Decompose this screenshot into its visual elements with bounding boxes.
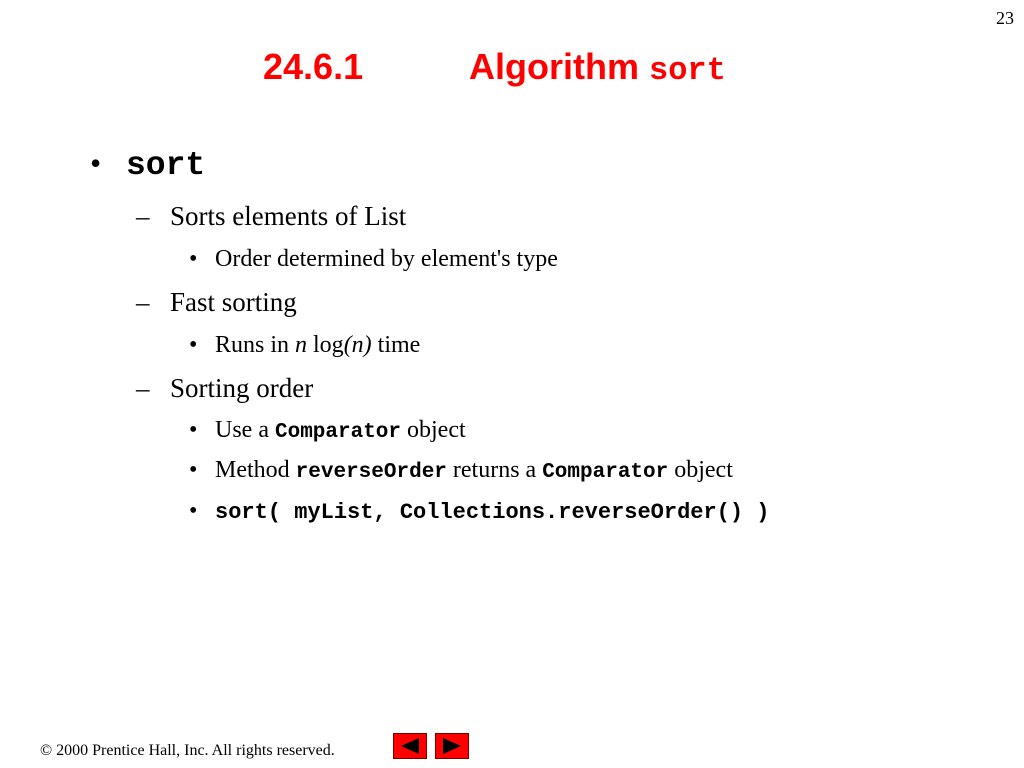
title-text — [469, 46, 726, 89]
sub-item-text: Sorting order — [170, 373, 314, 403]
sub-item-text: Sorts elements of List — [170, 201, 407, 231]
use-a-pre: Use a — [215, 417, 275, 443]
method-post: object — [668, 457, 733, 483]
page-number: 23 — [996, 8, 1014, 28]
sub-item-text: Fast sorting — [170, 287, 297, 317]
sub-item-sorting-order — [136, 373, 313, 404]
runs-in-paren: (n) — [343, 332, 372, 358]
triangle-right-icon — [436, 734, 468, 758]
dash-marker: – — [136, 201, 150, 231]
sub-item-fast-sorting — [136, 287, 297, 318]
slide-title — [0, 46, 1024, 96]
comparator-code-2: Comparator — [542, 461, 669, 484]
bullet-marker: • — [189, 332, 198, 358]
sub-sub-item-order — [189, 246, 558, 273]
comparator-code: Comparator — [274, 421, 402, 444]
sort-call-code: sort( myList, Collections.reverseOrder() ) — [215, 500, 770, 525]
next-slide-button[interactable] — [435, 733, 469, 759]
bullet-marker: • — [189, 498, 198, 524]
copyright-footer — [40, 742, 335, 760]
bullet-marker: • — [189, 417, 198, 443]
copyright-text: 2000 Prentice Hall, Inc. All rights reserved. — [52, 742, 335, 759]
dash-marker: – — [136, 287, 150, 317]
runs-in-pre: Runs in — [215, 332, 296, 358]
bullet-marker: • — [189, 457, 198, 483]
sub-sub-item-reverse-order — [189, 457, 733, 484]
triangle-left-icon — [394, 734, 426, 758]
bullet-code-sort: sort — [126, 147, 206, 184]
runs-in-post: time — [371, 332, 421, 358]
bullet-marker: • — [90, 145, 102, 181]
bullet-sort — [90, 145, 205, 184]
dash-marker: – — [136, 373, 150, 403]
sub-sub-item-sort-call — [189, 498, 770, 525]
title-word: Algorithm — [469, 46, 649, 87]
previous-slide-button[interactable] — [393, 733, 427, 759]
runs-in-n: n — [295, 332, 308, 358]
sub-sub-item-runs-in — [189, 332, 420, 359]
title-code: sort — [648, 52, 726, 89]
sub-item-sorts-elements — [136, 201, 406, 232]
section-number: 24.6.1 — [263, 46, 364, 87]
copyright-symbol: © — [40, 742, 53, 759]
reverse-order-code: reverseOrder — [295, 461, 447, 484]
sub-sub-item-use-comparator — [189, 417, 466, 444]
method-mid: returns a — [446, 457, 543, 483]
runs-in-log: log — [307, 332, 344, 358]
bullet-marker: • — [189, 246, 198, 272]
method-pre: Method — [215, 457, 296, 483]
use-a-post: object — [401, 417, 466, 443]
sub-sub-item-text: Order determined by element's type — [215, 246, 558, 272]
